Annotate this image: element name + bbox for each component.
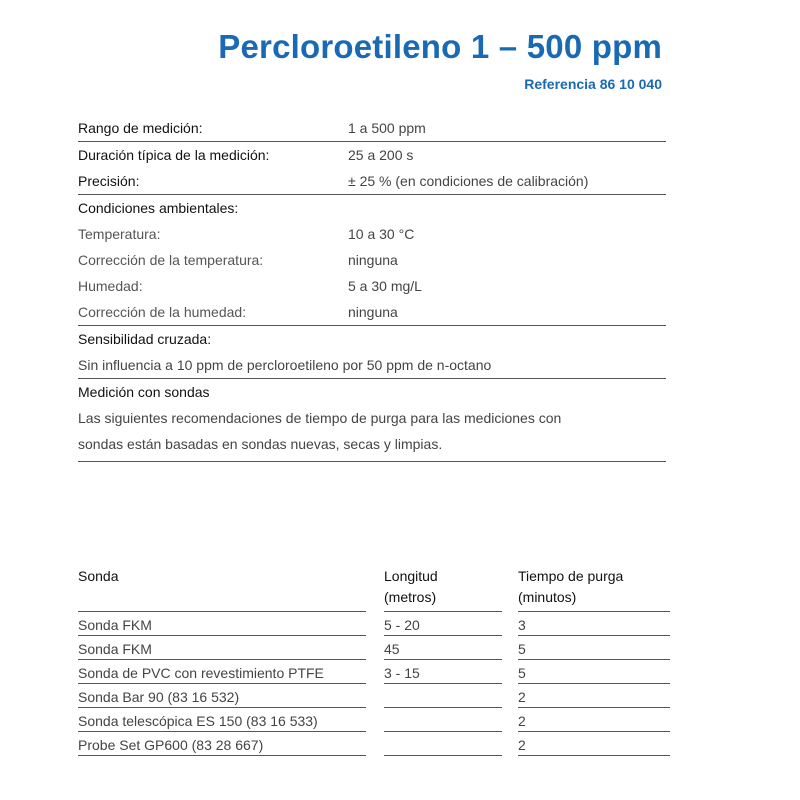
row-underline (78, 707, 366, 708)
spec-label: Corrección de la humedad: (78, 304, 247, 320)
spec-label: Humedad: (78, 278, 143, 294)
spec-label: Temperatura: (78, 226, 161, 242)
spec-row-temp-correction (78, 247, 666, 273)
specifications-section (78, 115, 666, 462)
probe-measurement-heading: Medición con sondas (78, 384, 210, 400)
cell-probe: Sonda FKM (78, 641, 152, 657)
spec-row-humidity-correction (78, 299, 666, 325)
cell-time: 2 (518, 689, 526, 705)
spec-value: 1 a 500 ppm (348, 120, 426, 136)
col-header-purge-line1: Tiempo de purga (518, 568, 624, 584)
env-heading: Condiciones ambientales: (78, 200, 239, 216)
row-underline (518, 707, 670, 708)
spec-row-range (78, 115, 666, 141)
row-underline (78, 755, 366, 756)
spec-label: Corrección de la temperatura: (78, 252, 264, 268)
row-underline (518, 659, 670, 660)
cell-probe: Sonda Bar 90 (83 16 532) (78, 689, 240, 705)
header-underline (518, 611, 670, 612)
cell-probe: Probe Set GP600 (83 28 667) (78, 737, 264, 753)
spec-value: ninguna (348, 252, 398, 268)
row-underline (384, 707, 502, 708)
cell-time: 2 (518, 737, 526, 753)
spec-row-duration (78, 142, 666, 168)
cell-length: 5 - 20 (384, 617, 420, 633)
cell-probe: Sonda de PVC con revestimiento PTFE (78, 665, 324, 681)
spec-row-precision (78, 168, 666, 194)
spec-label: Precisión: (78, 173, 140, 189)
cell-time: 3 (518, 617, 526, 633)
spec-label: Rango de medición: (78, 120, 203, 136)
probe-measurement-text-line1: Las siguientes recomendaciones de tiempo de purga para las mediciones con (78, 410, 562, 426)
cell-probe: Sonda FKM (78, 617, 152, 633)
spec-value: 5 a 30 mg/L (348, 278, 422, 294)
cell-length: 45 (384, 641, 400, 657)
row-underline (78, 659, 366, 660)
col-header-length-line1: Longitud (384, 568, 438, 584)
cell-time: 2 (518, 713, 526, 729)
spec-value: ± 25 % (en condiciones de calibración) (348, 173, 589, 189)
row-underline (518, 683, 670, 684)
spec-label: Duración típica de la medición: (78, 147, 270, 163)
row-underline (384, 755, 502, 756)
divider (78, 461, 666, 462)
spec-value: ninguna (348, 304, 398, 320)
row-underline (384, 635, 502, 636)
row-underline (78, 683, 366, 684)
cross-sensitivity-heading: Sensibilidad cruzada: (78, 331, 212, 347)
reference-number: Referencia 86 10 040 (524, 76, 662, 92)
col-header-purge-line2: (minutos) (518, 589, 577, 605)
row-underline (518, 635, 670, 636)
spec-row-humidity (78, 273, 666, 299)
header-underline (384, 611, 502, 612)
cell-length: 3 - 15 (384, 665, 420, 681)
row-underline (518, 755, 670, 756)
probe-measurement-text-line2: sondas están basadas en sondas nuevas, secas y limpias. (78, 436, 443, 452)
col-header-probe: Sonda (78, 568, 119, 584)
row-underline (384, 683, 502, 684)
row-underline (518, 731, 670, 732)
cell-time: 5 (518, 641, 526, 657)
spec-value: 10 a 30 °C (348, 226, 415, 242)
row-underline (78, 731, 366, 732)
row-underline (384, 731, 502, 732)
row-underline (384, 659, 502, 660)
col-header-length-line2: (metros) (384, 589, 437, 605)
header-underline (78, 611, 366, 612)
row-underline (78, 635, 366, 636)
page-title: Percloroetileno 1 – 500 ppm (218, 28, 662, 65)
col-header-length (384, 566, 502, 608)
spec-row-temperature (78, 221, 666, 247)
cross-sensitivity-text: Sin influencia a 10 ppm de percloroetileno por 50 ppm de n-octano (78, 357, 492, 373)
spec-value: 25 a 200 s (348, 147, 414, 163)
col-header-purge-time (518, 566, 670, 608)
cell-time: 5 (518, 665, 526, 681)
cell-probe: Sonda telescópica ES 150 (83 16 533) (78, 713, 318, 729)
